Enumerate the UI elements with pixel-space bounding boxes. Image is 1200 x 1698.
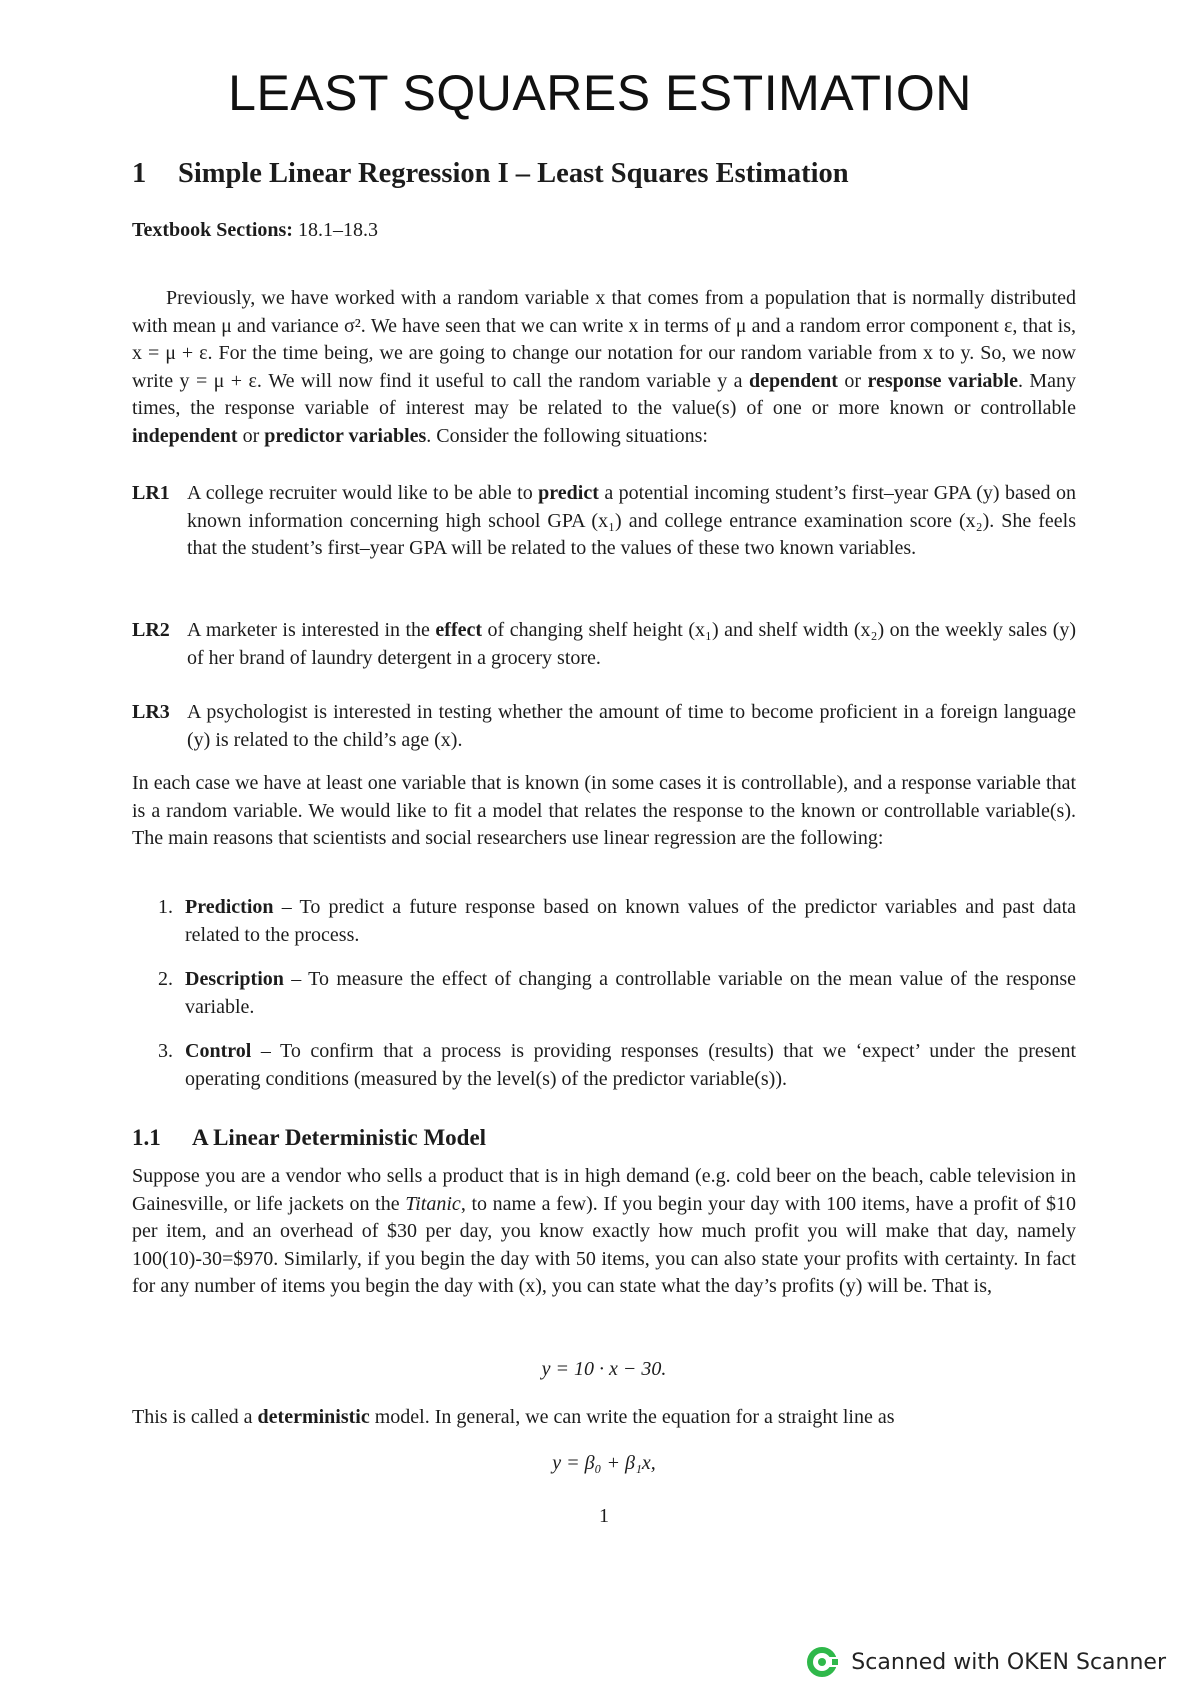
subsection-number: 1.1	[132, 1125, 161, 1150]
reason-text: – To confirm that a process is providing responses (results) that we ‘expect’ under the present operating conditions (measured by the level(s) of the predictor variable(s)).	[185, 1040, 1077, 1090]
reason-control	[158, 1038, 1076, 1093]
term-response-variable: response variable	[867, 369, 1018, 392]
reason-prediction	[158, 894, 1076, 949]
textbook-label: Textbook Sections:	[132, 219, 293, 241]
subsection-heading	[132, 1124, 486, 1152]
titanic-italic: Titanic	[405, 1192, 461, 1215]
det-text-2: model. In general, we can write the equation for a straight line as	[374, 1406, 895, 1428]
reason-term: Control	[185, 1040, 252, 1062]
term-independent: independent	[132, 424, 238, 447]
section-heading	[132, 160, 849, 188]
example-text: A psychologist is interested in testing whether the amount of time to become proficient in a foreign language (y) is related to the child’s age (x).	[187, 701, 1076, 751]
intro-text-1: Previously, we have worked with a random variable x that comes from a population that is normally distributed with mean μ and variance σ². We have seen that we can write x in terms of μ and a random error component ε, that is, x = μ + ε. For the time being, we are going to change our notation for our random variable from x to y. So, we now write y = μ + ε. We will now find it useful to call the random variable y a	[132, 287, 1076, 392]
reasons-intro: In each case we have at least one variable that is known (in some cases it is controllable), and a response variable that is a random variable. We would like to fit a model that relates the response to the known or controllable variable(s). The main reasons that scientists and social researchers use linear regression are the following:	[132, 772, 1076, 849]
example-text: of changing shelf height (x₁) and shelf width (x₂) on the weekly sales (y) of her brand of laundry detergent in a grocery store.	[187, 619, 1077, 669]
example-bold: effect	[435, 619, 483, 641]
list-number: 1.	[158, 896, 173, 918]
section-number: 1	[132, 158, 147, 189]
term-predictor-variables: predictor variables	[264, 424, 427, 447]
scanner-text: Scanned with OKEN Scanner	[851, 1649, 1166, 1675]
vendor-paragraph	[132, 1163, 1076, 1301]
equation-profit: y = 10 · x − 30.	[541, 1358, 667, 1380]
intro-text-3: . Many times, the response variable of interest may be related to the value(s) of one or more known or controllable	[132, 369, 1077, 419]
textbook-value: 18.1–18.3	[297, 219, 378, 241]
section-title: Simple Linear Regression I – Least Squares Estimation	[178, 158, 849, 189]
intro-text-4: or	[242, 424, 260, 447]
vendor-text-2: , to name a few). If you begin your day with 100 items, have a profit of $10 per item, and an overhead of $30 per day, you know exactly how much profit you will make that day, namely 100(10)-30=$970. Similarly, if you begin the day with 50 items, you can also state your profits with certainty. In fact for any number of items you begin the day with (x), you can state what the day’s profits (y) will be. That is,	[132, 1192, 1077, 1297]
example-text: A marketer is interested in the	[187, 619, 430, 641]
deterministic-paragraph	[132, 1404, 1076, 1432]
reason-term: Prediction	[185, 896, 274, 918]
example-bold: predict	[538, 482, 599, 504]
intro-text-5: . Consider the following situations:	[426, 424, 708, 447]
example-text: a potential incoming student’s first–year GPA (y) based on known information concerning high school GPA (x₁) and college entrance examination score (x₂). She feels that the student’s first–year GPA will be related to the values of these two known variables.	[187, 482, 1077, 559]
example-tag: LR2	[132, 619, 170, 641]
page-number: 1	[599, 1505, 609, 1527]
intro-paragraph	[132, 285, 1076, 450]
list-number: 2.	[158, 968, 173, 990]
example-tag: LR3	[132, 701, 170, 723]
term-deterministic: deterministic	[257, 1406, 370, 1428]
reason-description	[158, 966, 1076, 1021]
vendor-text-1: Suppose you are a vendor who sells a product that is in high demand (e.g. cold beer on the beach, cable television in Gainesville, or life jackets on the	[132, 1165, 1076, 1215]
example-tag: LR1	[132, 482, 170, 504]
textbook-sections	[132, 217, 378, 245]
equation-line: y = β₀ + β₁x,	[552, 1452, 656, 1474]
scanner-logo-icon	[807, 1645, 841, 1679]
reason-term: Description	[185, 968, 284, 990]
list-number: 3.	[158, 1040, 173, 1062]
subsection-title: A Linear Deterministic Model	[192, 1125, 487, 1150]
reason-text: – To measure the effect of changing a controllable variable on the mean value of the response variable.	[185, 968, 1076, 1018]
document-title: LEAST SQUARES ESTIMATION	[228, 65, 972, 121]
example-lr2	[132, 617, 1076, 672]
scanner-watermark	[807, 1645, 1166, 1679]
reason-text: – To predict a future response based on known values of the predictor variables and past data related to the process.	[185, 896, 1077, 946]
term-dependent: dependent	[749, 369, 838, 392]
example-lr3	[132, 699, 1076, 754]
example-text: A college recruiter would like to be able to	[187, 482, 533, 504]
example-lr1	[132, 480, 1076, 563]
det-text-1: This is called a	[132, 1406, 253, 1428]
intro-text-2: or	[844, 369, 862, 392]
